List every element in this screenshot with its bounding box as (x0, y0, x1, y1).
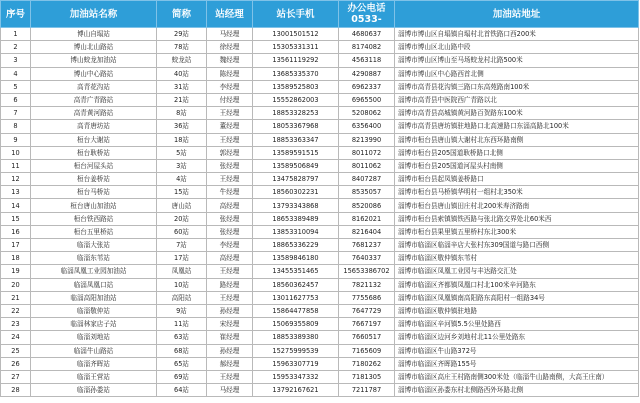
cell-manager: 宋经理 (207, 318, 253, 331)
cell-name: 博山中心路站 (31, 67, 157, 80)
cell-name: 临淄齐晖站 (31, 357, 157, 370)
cell-manager: 王经理 (207, 173, 253, 186)
cell-short: 21站 (157, 93, 207, 106)
cell-name: 博山蛟龙加油站 (31, 54, 157, 67)
cell-no: 9 (1, 133, 31, 146)
cell-phone: 8407287 (339, 173, 395, 186)
cell-no: 25 (1, 344, 31, 357)
cell-manager: 付经理 (207, 93, 253, 106)
cell-no: 3 (1, 54, 31, 67)
cell-phone: 7821132 (339, 278, 395, 291)
cell-address: 淄博市高青县花沟镇三路口东高苑路南100米 (395, 80, 639, 93)
table-body (1, 28, 639, 397)
cell-short: 40站 (157, 67, 207, 80)
table-row (1, 291, 639, 304)
cell-manager: 董经理 (207, 120, 253, 133)
cell-phone: 8213990 (339, 133, 395, 146)
cell-mobile: 13792167621 (253, 384, 339, 397)
cell-phone: 8162021 (339, 212, 395, 225)
cell-address: 淄博市桓台县起凤镇姜桥路口 (395, 173, 639, 186)
cell-short: 31站 (157, 80, 207, 93)
cell-no: 14 (1, 199, 31, 212)
cell-address: 淄博市临淄区孙娄东村北侧路西外环路北侧 (395, 384, 639, 397)
cell-mobile: 13001501512 (253, 28, 339, 41)
cell-no: 17 (1, 239, 31, 252)
cell-short: 11站 (157, 318, 207, 331)
cell-short: 63站 (157, 331, 207, 344)
cell-short: 7站 (157, 239, 207, 252)
header-row (1, 1, 639, 28)
col-header-phone-line2: 0533- (351, 14, 382, 25)
cell-address: 淄博市博山区中心路西首北侧 (395, 67, 639, 80)
cell-short: 69站 (157, 370, 207, 383)
cell-name: 桓台大谢站 (31, 133, 157, 146)
cell-manager: 高经理 (207, 199, 253, 212)
col-header-name: 加油站名称 (31, 1, 157, 28)
cell-address: 淄博市临淄区高庄王村路南侧300米处（临淄牛山路南侧，大高王庄南） (395, 370, 639, 383)
cell-manager: 王经理 (207, 265, 253, 278)
cell-short: 唐山站 (157, 199, 207, 212)
table-row (1, 199, 639, 212)
cell-short: 64站 (157, 384, 207, 397)
cell-name: 临淄东苇站 (31, 252, 157, 265)
cell-address: 淄博市博山区博山至马场蛟龙村北路500米 (395, 54, 639, 67)
cell-short: 68站 (157, 344, 207, 357)
cell-no: 24 (1, 331, 31, 344)
cell-manager: 孙经理 (207, 344, 253, 357)
table-row (1, 278, 639, 291)
table-row (1, 370, 639, 383)
cell-name: 临淄高阳加油站 (31, 291, 157, 304)
cell-name: 临淄林家店子站 (31, 318, 157, 331)
cell-name: 高青黄河路站 (31, 107, 157, 120)
cell-mobile: 18653389489 (253, 212, 339, 225)
cell-short: 60站 (157, 225, 207, 238)
cell-address: 淄博市临淄区边河乡刘地村北11公里处路东 (395, 331, 639, 344)
cell-manager: 孙经理 (207, 304, 253, 317)
cell-no: 5 (1, 80, 31, 93)
col-header-no: 序号 (1, 1, 31, 28)
cell-address: 淄博市桓台县果里镇五里桥村东北300米 (395, 225, 639, 238)
table-row (1, 265, 639, 278)
table-row (1, 357, 639, 370)
cell-no: 16 (1, 225, 31, 238)
table-row (1, 318, 639, 331)
cell-mobile: 18865336229 (253, 239, 339, 252)
cell-mobile: 15953347332 (253, 370, 339, 383)
col-header-address: 加油站地址 (395, 1, 639, 28)
cell-mobile: 13685335370 (253, 67, 339, 80)
cell-mobile: 18560302231 (253, 186, 339, 199)
cell-address: 淄博市临淄区敬仲镇东苇村 (395, 252, 639, 265)
cell-mobile: 18560362457 (253, 278, 339, 291)
cell-mobile: 18853363347 (253, 133, 339, 146)
cell-phone: 7211787 (339, 384, 395, 397)
table-row (1, 120, 639, 133)
cell-manager: 马经理 (207, 384, 253, 397)
table-row (1, 252, 639, 265)
cell-name: 临淄大张站 (31, 239, 157, 252)
cell-no: 18 (1, 252, 31, 265)
cell-mobile: 15275999539 (253, 344, 339, 357)
cell-no: 11 (1, 159, 31, 172)
cell-mobile: 13589525803 (253, 80, 339, 93)
cell-phone: 15653386702 (339, 265, 395, 278)
cell-address: 淄博市桓台县索镇镇铁西路与张北路交界处北60米西 (395, 212, 639, 225)
table-row (1, 67, 639, 80)
cell-address: 淄博市桓台县唐山镇大谢村北东西环路南侧 (395, 133, 639, 146)
cell-phone: 8535057 (339, 186, 395, 199)
table-row (1, 331, 639, 344)
table-row (1, 304, 639, 317)
cell-short: 4站 (157, 173, 207, 186)
cell-short: 65站 (157, 357, 207, 370)
table-row (1, 146, 639, 159)
cell-short: 29站 (157, 28, 207, 41)
cell-name: 高青花沟站 (31, 80, 157, 93)
cell-phone: 8174082 (339, 41, 395, 54)
cell-mobile: 13455351465 (253, 265, 339, 278)
cell-mobile: 15864477858 (253, 304, 339, 317)
cell-address: 淄博市临淄区辛河镇5.5公里处路西 (395, 318, 639, 331)
cell-mobile: 13589506849 (253, 159, 339, 172)
cell-manager: 魏经理 (207, 54, 253, 67)
cell-mobile: 15069355809 (253, 318, 339, 331)
cell-phone: 7667197 (339, 318, 395, 331)
cell-name: 桓台姜桥站 (31, 173, 157, 186)
table-row (1, 54, 639, 67)
cell-manager: 马经理 (207, 28, 253, 41)
table-row (1, 159, 639, 172)
cell-address: 淄博市临淄区齐晖路155号 (395, 357, 639, 370)
cell-address: 淄博市博山区北山路中段 (395, 41, 639, 54)
cell-no: 13 (1, 186, 31, 199)
cell-name: 临淄刘地站 (31, 331, 157, 344)
cell-mobile: 18053367968 (253, 120, 339, 133)
cell-no: 26 (1, 357, 31, 370)
cell-phone: 7755686 (339, 291, 395, 304)
cell-name: 临淄凤凰工业园加油站 (31, 265, 157, 278)
cell-short: 9站 (157, 304, 207, 317)
cell-address: 淄博市临淄区敬仲镇驻地路 (395, 304, 639, 317)
cell-address: 淄博市临淄区齐都镇凤凰口村北100米辛河路东 (395, 278, 639, 291)
table-row (1, 173, 639, 186)
cell-address: 淄博市临淄区牛山路372号 (395, 344, 639, 357)
cell-address: 淄博市桓台县205国道耿桥路口北侧 (395, 146, 639, 159)
cell-phone: 6965500 (339, 93, 395, 106)
cell-no: 1 (1, 28, 31, 41)
cell-no: 12 (1, 173, 31, 186)
cell-manager: 王经理 (207, 291, 253, 304)
cell-manager: 郝经理 (207, 357, 253, 370)
cell-phone: 7180262 (339, 357, 395, 370)
cell-name: 临淄王营站 (31, 370, 157, 383)
cell-manager: 张经理 (207, 159, 253, 172)
cell-mobile: 18853389380 (253, 331, 339, 344)
cell-mobile: 13011627753 (253, 291, 339, 304)
cell-manager: 牛经理 (207, 186, 253, 199)
table-row (1, 225, 639, 238)
cell-manager: 徐经理 (207, 41, 253, 54)
cell-short: 高阳站 (157, 291, 207, 304)
cell-short: 5站 (157, 146, 207, 159)
cell-short: 3站 (157, 159, 207, 172)
cell-address: 淄博市高青县唐坊镇驻地路口北高速路口东淄高路北100米 (395, 120, 639, 133)
cell-phone: 8216404 (339, 225, 395, 238)
cell-manager: 李经理 (207, 80, 253, 93)
cell-name: 桓台河屋头站 (31, 159, 157, 172)
table-row (1, 186, 639, 199)
cell-short: 8站 (157, 107, 207, 120)
cell-name: 高青唐坊站 (31, 120, 157, 133)
cell-mobile: 13589846180 (253, 252, 339, 265)
cell-short: 78站 (157, 41, 207, 54)
cell-address: 淄博市博山区自塌镇自塌村北首铁路口西200米 (395, 28, 639, 41)
cell-short: 10站 (157, 278, 207, 291)
table-row (1, 28, 639, 41)
cell-name: 临淄孙娄站 (31, 384, 157, 397)
cell-manager: 陈经理 (207, 67, 253, 80)
cell-address: 淄博市高青县高城镇黄河路百贺路东100米 (395, 107, 639, 120)
cell-manager: 高经理 (207, 252, 253, 265)
cell-phone: 7165609 (339, 344, 395, 357)
cell-no: 28 (1, 384, 31, 397)
cell-name: 临淄敬仲站 (31, 304, 157, 317)
cell-no: 6 (1, 93, 31, 106)
cell-phone: 8011072 (339, 146, 395, 159)
cell-address: 淄博市高青县中医院西广青路以北 (395, 93, 639, 106)
col-header-mobile: 站长手机 (253, 1, 339, 28)
cell-manager: 张经理 (207, 212, 253, 225)
cell-no: 2 (1, 41, 31, 54)
cell-no: 10 (1, 146, 31, 159)
cell-manager: 王经理 (207, 370, 253, 383)
cell-short: 18站 (157, 133, 207, 146)
table-row (1, 212, 639, 225)
table-header (1, 1, 639, 28)
cell-manager: 王经理 (207, 133, 253, 146)
cell-address: 淄博市临淄区临淄辛店大张村东309国道与路口西侧 (395, 239, 639, 252)
cell-name: 桓台唐山加油站 (31, 199, 157, 212)
cell-phone: 7660517 (339, 331, 395, 344)
cell-mobile: 13475828797 (253, 173, 339, 186)
table-row (1, 80, 639, 93)
cell-no: 7 (1, 107, 31, 120)
cell-no: 22 (1, 304, 31, 317)
cell-mobile: 15963307719 (253, 357, 339, 370)
cell-mobile: 18853328253 (253, 107, 339, 120)
cell-phone: 8520086 (339, 199, 395, 212)
col-header-manager: 站经理 (207, 1, 253, 28)
cell-address: 淄博市临淄区凤凰工业园与丰达路交汇处 (395, 265, 639, 278)
cell-name: 桓台五里桥站 (31, 225, 157, 238)
table-row (1, 93, 639, 106)
cell-no: 8 (1, 120, 31, 133)
cell-address: 淄博市临淄区凤凰镇南高阳路东高阳村一组路34号 (395, 291, 639, 304)
cell-name: 临淄凤凰口站 (31, 278, 157, 291)
cell-name: 桓台铁西路站 (31, 212, 157, 225)
cell-short: 20站 (157, 212, 207, 225)
cell-manager: 路经理 (207, 278, 253, 291)
cell-manager: 郭经理 (207, 146, 253, 159)
cell-mobile: 15552862003 (253, 93, 339, 106)
cell-phone: 7647729 (339, 304, 395, 317)
cell-name: 博山自塌站 (31, 28, 157, 41)
cell-manager: 崔经理 (207, 331, 253, 344)
cell-phone: 8011062 (339, 159, 395, 172)
cell-phone: 7181305 (339, 370, 395, 383)
cell-phone: 7681237 (339, 239, 395, 252)
cell-phone: 6962337 (339, 80, 395, 93)
cell-no: 20 (1, 278, 31, 291)
cell-manager: 王经理 (207, 107, 253, 120)
table-row (1, 133, 639, 146)
cell-mobile: 13853310094 (253, 225, 339, 238)
cell-phone: 4563118 (339, 54, 395, 67)
cell-name: 桓台马桥站 (31, 186, 157, 199)
col-header-phone (339, 1, 395, 28)
cell-manager: 李经理 (207, 239, 253, 252)
table-row (1, 107, 639, 120)
cell-mobile: 13589591515 (253, 146, 339, 159)
cell-no: 15 (1, 212, 31, 225)
cell-phone: 5208062 (339, 107, 395, 120)
cell-manager: 张经理 (207, 225, 253, 238)
table-row (1, 384, 639, 397)
table-row (1, 239, 639, 252)
cell-no: 4 (1, 67, 31, 80)
cell-short: 17站 (157, 252, 207, 265)
cell-mobile: 13793343868 (253, 199, 339, 212)
cell-name: 高青广青路站 (31, 93, 157, 106)
cell-mobile: 13561119292 (253, 54, 339, 67)
col-header-short: 简称 (157, 1, 207, 28)
cell-name: 博山北山路站 (31, 41, 157, 54)
cell-no: 21 (1, 291, 31, 304)
cell-mobile: 15305331311 (253, 41, 339, 54)
cell-address: 淄博市桓台县205国道河屋头村南侧 (395, 159, 639, 172)
cell-phone: 4290887 (339, 67, 395, 80)
cell-short: 凤凰站 (157, 265, 207, 278)
cell-short: 15站 (157, 186, 207, 199)
cell-phone: 6356400 (339, 120, 395, 133)
cell-phone: 7640337 (339, 252, 395, 265)
table-row (1, 344, 639, 357)
cell-address: 淄博市桓台县唐山镇田庄村北200米寿济路南 (395, 199, 639, 212)
col-header-phone-line1: 办公电话 (347, 3, 386, 14)
table-row (1, 41, 639, 54)
cell-address: 淄博市桓台县马桥镇华明村一组村北350米 (395, 186, 639, 199)
cell-no: 19 (1, 265, 31, 278)
cell-phone: 4680637 (339, 28, 395, 41)
cell-name: 桓台耿桥站 (31, 146, 157, 159)
cell-name: 临淄牛山路站 (31, 344, 157, 357)
cell-short: 蛟龙站 (157, 54, 207, 67)
cell-no: 27 (1, 370, 31, 383)
cell-short: 36站 (157, 120, 207, 133)
cell-no: 23 (1, 318, 31, 331)
